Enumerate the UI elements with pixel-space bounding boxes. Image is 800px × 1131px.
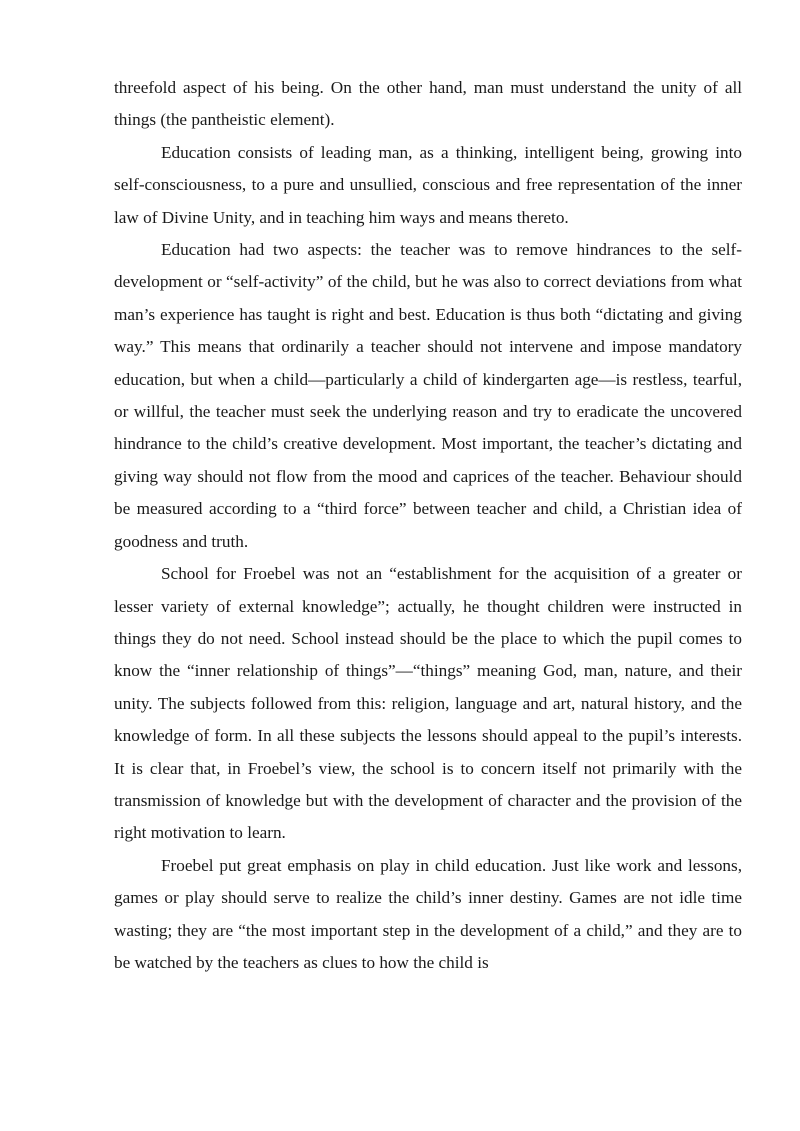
paragraph-play-in-education: Froebel put great emphasis on play in child education. Just like work and lessons, games or play should serve to realize the child’s inner destiny. Games are not idle time wasting; they are “the most important step in the development of a child,” and they are to be watched by the teachers as clues to how the child is [114, 855, 742, 972]
document-page [114, 72, 742, 979]
paragraph-unity-of-all-things: threefold aspect of his being. On the other hand, man must understand the unity of all things (the pantheistic element). [114, 78, 742, 130]
paragraph-education-two-aspects: Education had two aspects: the teacher was to remove hindrances to the self-development or “self-activity” of the child, but he was also to correct deviations from what man’s experience has taught is right and best. Education is thus both “dictating and giving way.” This means that ordinarily a teacher should not intervene and impose mandatory education, but when a child—particularly a child of kindergarten age—is restless, tearful, or willful, the teacher must seek the underlying reason and try to eradicate the uncovered hindrance to the child’s creative development. Most important, the teacher’s dictating and giving way should not flow from the mood and caprices of the teacher. Behaviour should be measured according to a “third force” between teacher and child, a Christian idea of goodness and truth. [114, 240, 742, 551]
paragraph-education-definition: Education consists of leading man, as a thinking, intelligent being, growing into self-consciousness, to a pure and unsullied, conscious and free representation of the inner law of Divine Unity, and in teaching him ways and means thereto. [114, 142, 742, 227]
paragraph-school-for-froebel: School for Froebel was not an “establishment for the acquisition of a greater or lesser variety of external knowledge”; actually, he thought children were instructed in things they do not need. School instead should be the place to which the pupil comes to know the “inner relationship of things”—“things” meaning God, man, nature, and their unity. The subjects followed from this: religion, language and art, natural history, and the knowledge of form. In all these subjects the lessons should appeal to the pupil’s interests. It is clear that, in Froebel’s view, the school is to concern itself not primarily with the transmission of knowledge but with the development of character and the provision of the right motivation to learn. [114, 564, 742, 843]
